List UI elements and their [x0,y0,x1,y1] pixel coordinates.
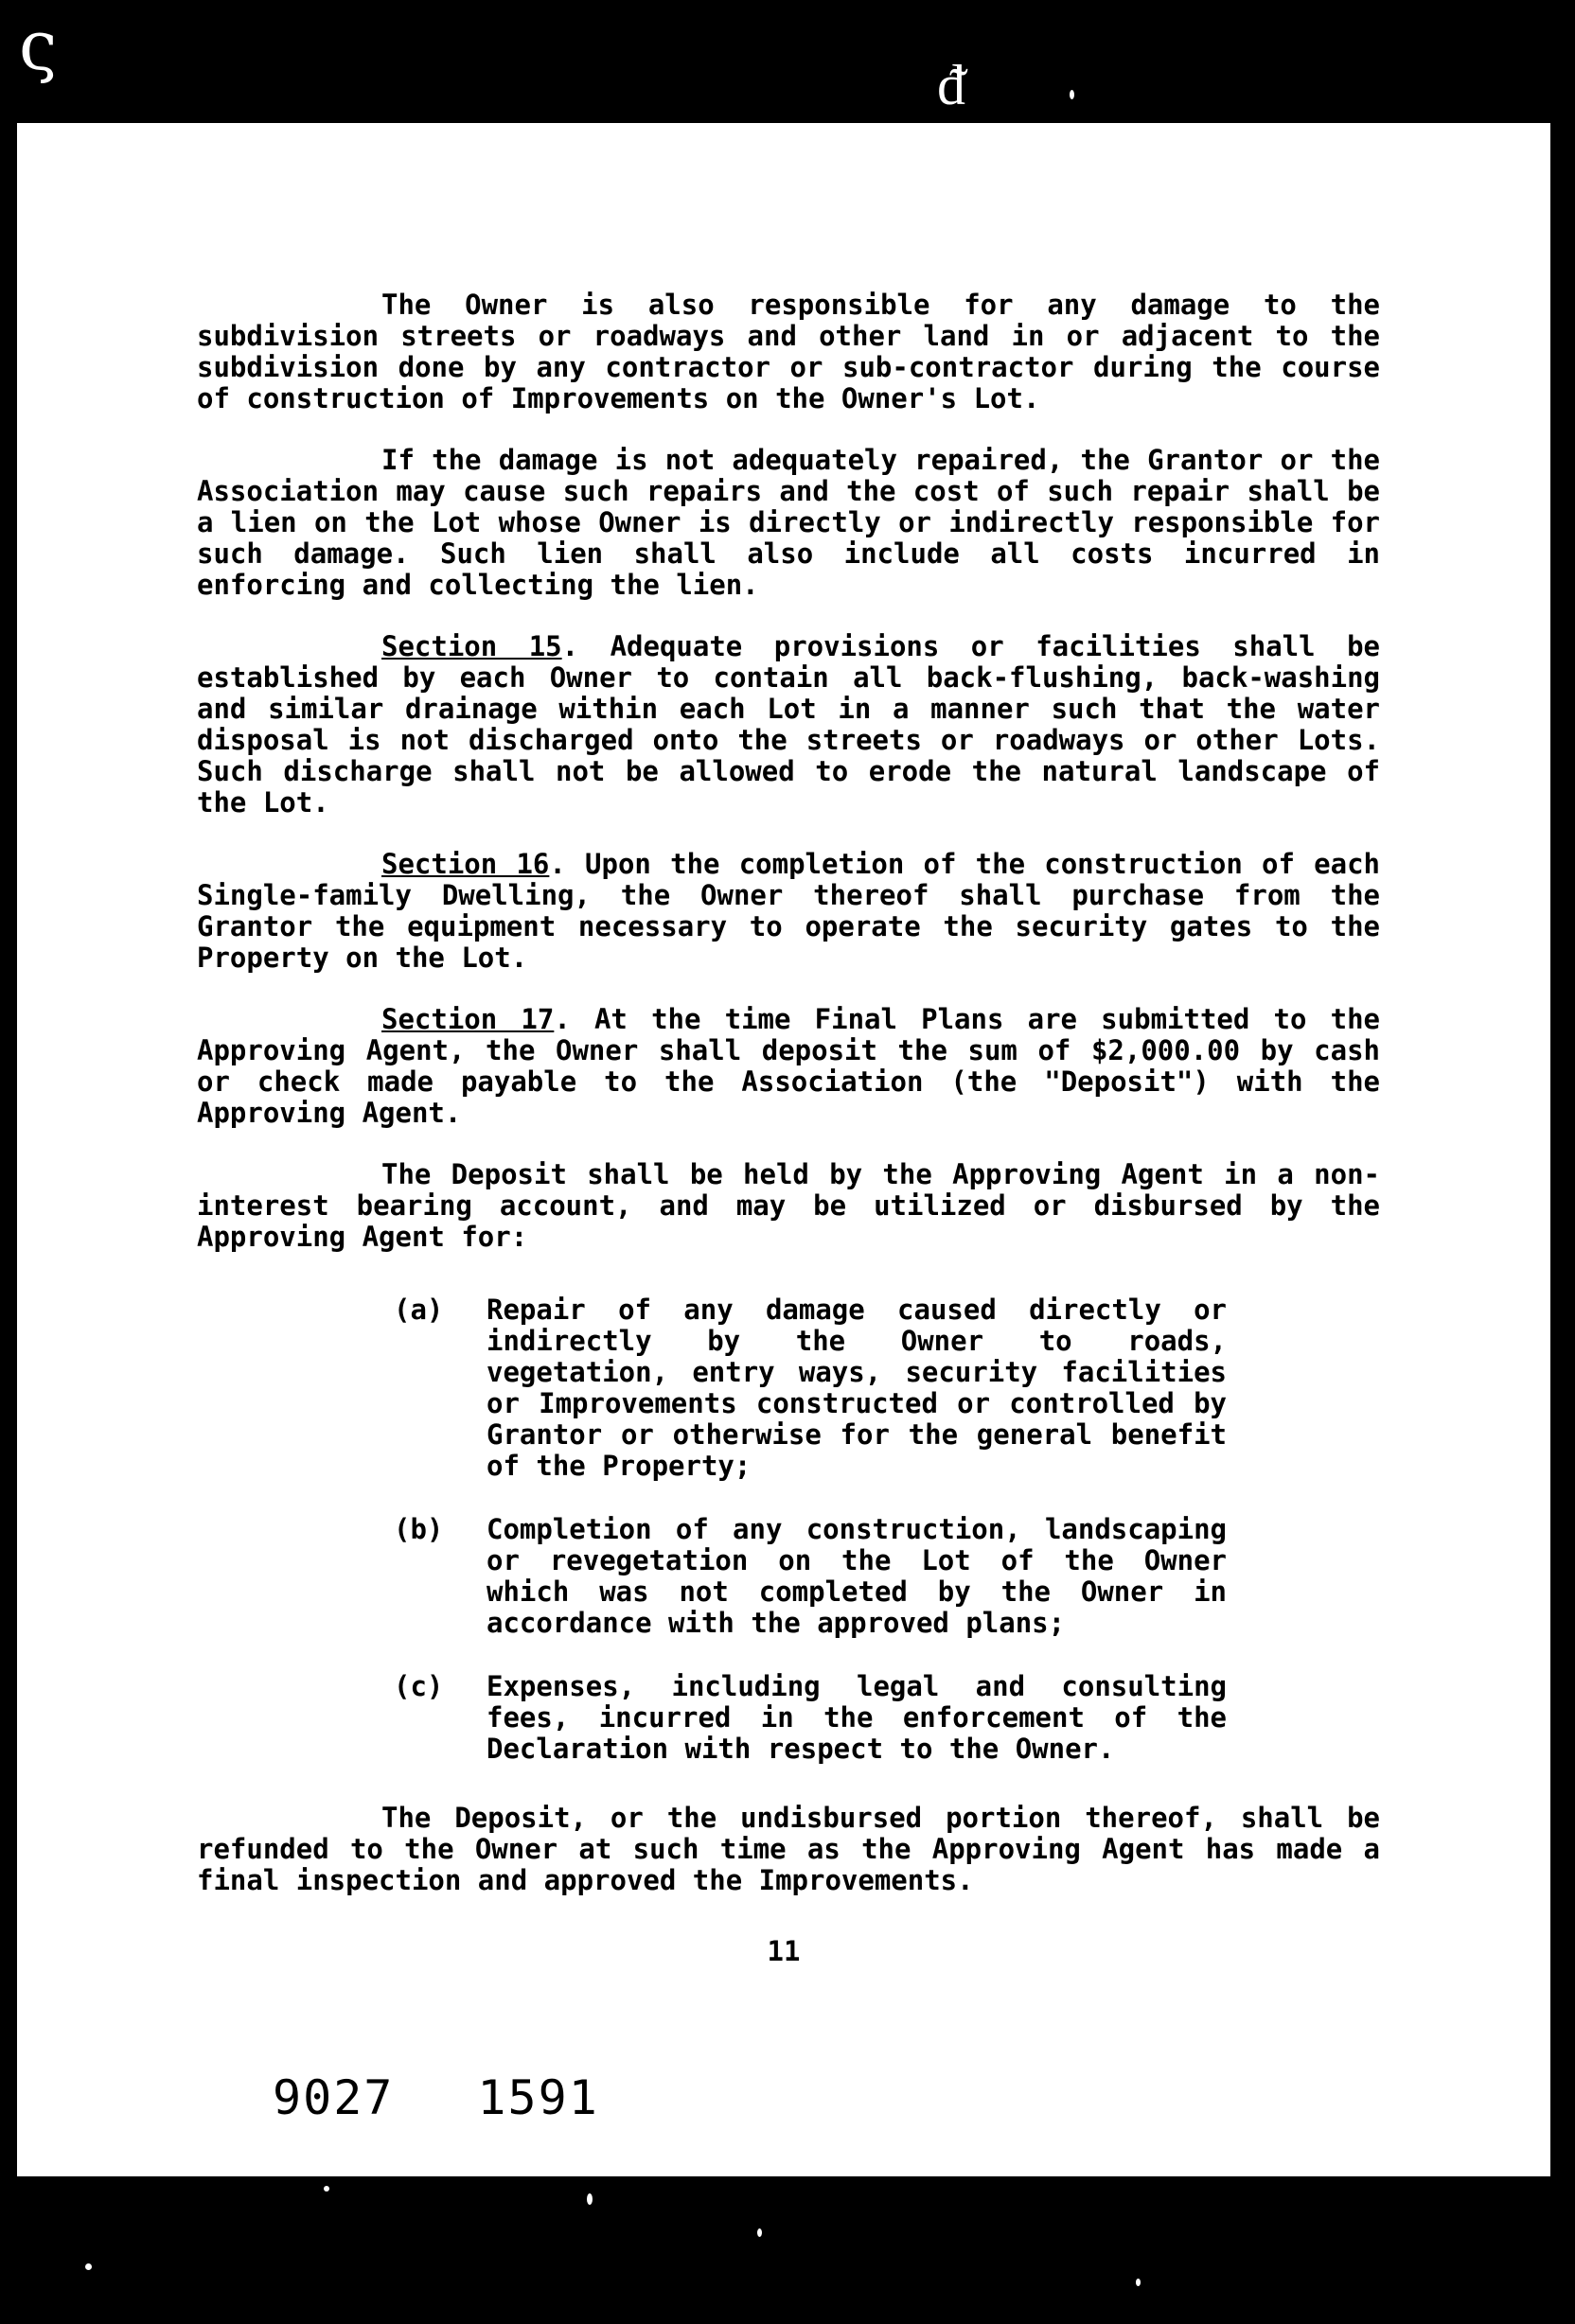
paragraph-text: If the damage is not adequately repaired, the Grantor or the Association may cause such repairs and the cost of such repair shall be a lien on the Lot whose Owner is directly or indirectly responsible for such damage. Such lien shall also include all costs incurred in enforcing and collecting the lien. [197,444,1380,601]
scan-speck [324,2186,329,2192]
body-text-top [197,290,1380,1283]
paragraph-owner-responsibility [197,290,1380,414]
body-text-bottom [197,1803,1380,1927]
handwritten-mark-top-center: ᵭ [937,52,965,118]
paragraph-deposit-refund [197,1803,1380,1896]
list-item-text: Repair of any damage caused directly or indirectly by the Owner to roads, vegetation, entry ways, security facilities or Improvements constructed or controlled by Grantor or otherwise for the general benefit of the Property; [487,1294,1227,1482]
list-item-text: Expenses, including legal and consulting fees, incurred in the enforcement of the Declaration with respect to the Owner. [487,1670,1227,1765]
section-heading: Section 16 [381,848,550,880]
list-item-text: Completion of any construction, landscaping or revegetation on the Lot of the Owner which was not completed by the Owner in accordance with the approved plans; [487,1513,1227,1639]
paragraph-text: The Deposit shall be held by the Approving Agent in a non-interest bearing account, and may be utilized or disbursed by the Approving Agent for: [197,1158,1380,1253]
paragraph-section-17 [197,1004,1380,1129]
stamp-page-number: 1591 [477,2070,599,2125]
stamp-book-number: 9027 [273,2070,395,2125]
paragraph-text: . Adequate provisions or facilities shall be established by each Owner to contain all back-flushing, back-washing and similar drainage within each Lot in a manner such that the water disposal is not discharged onto the streets or roadways or other Lots. Such discharge shall not be allowed to erode the natural landscape of the Lot. [197,630,1380,819]
list-item [394,1514,1227,1639]
paragraph-text: . At the time Final Plans are submitted to the Approving Agent, the Owner shall deposit the sum of $2,000.00 by cash or check made payable to the Association (the "Deposit") with the Approving Agent. [197,1003,1380,1129]
scan-speck [1070,90,1074,99]
list-item [394,1294,1227,1482]
list-item-label: (c) [394,1670,444,1702]
page-number: 11 [767,1935,801,1967]
deposit-uses-list [394,1294,1227,1797]
paragraph-text: The Owner is also responsible for any damage to the subdivision streets or roadways and other land in or adjacent to the subdivision done by any contractor or sub-contractor during the course of construction of Improvements on the Owner's Lot. [197,289,1380,414]
paragraph-text: The Deposit, or the undisbursed portion thereof, shall be refunded to the Owner at such time as the Approving Agent has made a final inspection and approved the Improvements. [197,1802,1380,1896]
scan-speck [85,2263,92,2270]
list-item [394,1671,1227,1765]
paragraph-text: . Upon the completion of the construction of each Single-family Dwelling, the Owner thereof shall purchase from the Grantor the equipment necessary to operate the security gates to the Property on the Lot. [197,848,1380,974]
paragraph-deposit-held [197,1159,1380,1253]
section-heading: Section 15 [381,630,562,662]
list-item-label: (a) [394,1294,444,1326]
scan-speck [757,2228,762,2237]
paragraph-section-15 [197,631,1380,819]
list-item-label: (b) [394,1513,444,1545]
scan-speck [587,2193,593,2205]
scan-speck [1136,2279,1141,2286]
handwritten-mark-top-left: ς [19,6,58,85]
document-stamp [273,2070,599,2125]
section-heading: Section 17 [381,1003,555,1035]
paragraph-damage-repair [197,445,1380,601]
paragraph-section-16 [197,849,1380,974]
document-page [17,123,1550,2176]
